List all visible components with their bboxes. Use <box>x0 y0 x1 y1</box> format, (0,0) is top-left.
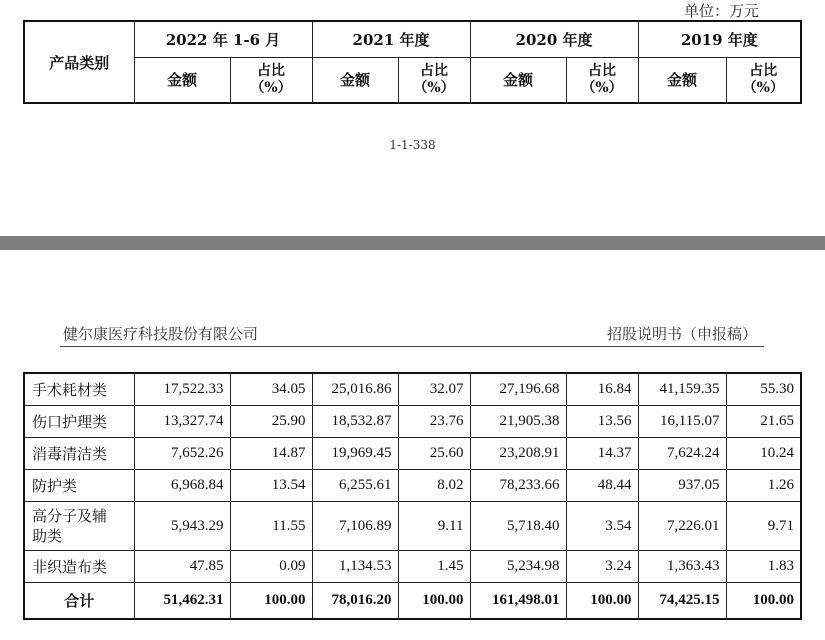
value-cell: 5,718.40 <box>470 502 566 551</box>
value-cell: 16,115.07 <box>638 406 726 438</box>
value-cell: 13.54 <box>230 470 312 502</box>
value-cell: 7,652.26 <box>134 438 230 470</box>
value-cell: 9.71 <box>726 502 801 551</box>
total-row <box>24 583 801 620</box>
company-name: 健尔康医疗科技股份有限公司 <box>63 325 259 343</box>
value-cell: 3.54 <box>566 502 638 551</box>
value-cell: 1.45 <box>398 551 470 583</box>
amount-header: 金额 <box>312 57 398 103</box>
value-cell: 6,255.61 <box>312 470 398 502</box>
period-header: 2022 年 1-6 月 <box>134 21 312 57</box>
category-cell: 防护类 <box>24 470 134 502</box>
table-row <box>24 373 801 406</box>
total-value-cell: 100.00 <box>398 583 470 620</box>
value-cell: 25.90 <box>230 406 312 438</box>
amount-header: 金额 <box>470 57 566 103</box>
value-cell: 25.60 <box>398 438 470 470</box>
table-row <box>24 470 801 502</box>
value-cell: 18,532.87 <box>312 406 398 438</box>
value-cell: 1,134.53 <box>312 551 398 583</box>
total-value-cell: 51,462.31 <box>134 583 230 620</box>
share-header: 占比 （%） <box>398 57 470 103</box>
value-cell: 5,943.29 <box>134 502 230 551</box>
total-value-cell: 74,425.15 <box>638 583 726 620</box>
share-header: 占比 （%） <box>566 57 638 103</box>
value-cell: 41,159.35 <box>638 373 726 406</box>
total-value-cell: 161,498.01 <box>470 583 566 620</box>
value-cell: 7,624.24 <box>638 438 726 470</box>
value-cell: 27,196.68 <box>470 373 566 406</box>
share-header: 占比 （%） <box>726 57 801 103</box>
value-cell: 1.83 <box>726 551 801 583</box>
category-cell: 消毒清洁类 <box>24 438 134 470</box>
total-value-cell: 100.00 <box>230 583 312 620</box>
total-label: 合计 <box>24 583 134 620</box>
product-category-header: 产品类别 <box>24 21 134 103</box>
total-value-cell: 100.00 <box>566 583 638 620</box>
value-cell: 5,234.98 <box>470 551 566 583</box>
total-value-cell: 100.00 <box>726 583 801 620</box>
page-number: 1-1-338 <box>389 138 436 152</box>
category-cell: 高分子及辅 助类 <box>24 502 134 551</box>
value-cell: 16.84 <box>566 373 638 406</box>
revenue-table <box>23 372 802 620</box>
value-cell: 13,327.74 <box>134 406 230 438</box>
value-cell: 7,106.89 <box>312 502 398 551</box>
value-cell: 21.65 <box>726 406 801 438</box>
period-header: 2019 年度 <box>638 21 801 57</box>
value-cell: 55.30 <box>726 373 801 406</box>
value-cell: 25,016.86 <box>312 373 398 406</box>
header-rule <box>60 346 764 347</box>
category-cell: 手术耗材类 <box>24 373 134 406</box>
value-cell: 3.24 <box>566 551 638 583</box>
unit-label: 单位：万元 <box>683 2 759 20</box>
value-cell: 34.05 <box>230 373 312 406</box>
value-cell: 1.26 <box>726 470 801 502</box>
value-cell: 48.44 <box>566 470 638 502</box>
value-cell: 8.02 <box>398 470 470 502</box>
table-row <box>24 438 801 470</box>
value-cell: 14.87 <box>230 438 312 470</box>
amount-header: 金额 <box>638 57 726 103</box>
value-cell: 17,522.33 <box>134 373 230 406</box>
value-cell: 78,233.66 <box>470 470 566 502</box>
value-cell: 7,226.01 <box>638 502 726 551</box>
period-header: 2020 年度 <box>470 21 638 57</box>
value-cell: 13.56 <box>566 406 638 438</box>
amount-header: 金额 <box>134 57 230 103</box>
value-cell: 9.11 <box>398 502 470 551</box>
table-header-block <box>23 20 802 104</box>
period-header: 2021 年度 <box>312 21 470 57</box>
category-cell: 伤口护理类 <box>24 406 134 438</box>
value-cell: 14.37 <box>566 438 638 470</box>
value-cell: 32.07 <box>398 373 470 406</box>
category-cell: 非织造布类 <box>24 551 134 583</box>
document-type: 招股说明书（申报稿） <box>606 325 757 343</box>
share-header: 占比 （%） <box>230 57 312 103</box>
value-cell: 21,905.38 <box>470 406 566 438</box>
table-row <box>24 551 801 583</box>
value-cell: 6,968.84 <box>134 470 230 502</box>
total-value-cell: 78,016.20 <box>312 583 398 620</box>
value-cell: 19,969.45 <box>312 438 398 470</box>
value-cell: 23.76 <box>398 406 470 438</box>
value-cell: 47.85 <box>134 551 230 583</box>
value-cell: 1,363.43 <box>638 551 726 583</box>
value-cell: 11.55 <box>230 502 312 551</box>
value-cell: 0.09 <box>230 551 312 583</box>
table-row <box>24 502 801 551</box>
table-row <box>24 406 801 438</box>
value-cell: 23,208.91 <box>470 438 566 470</box>
value-cell: 10.24 <box>726 438 801 470</box>
value-cell: 937.05 <box>638 470 726 502</box>
page-break-divider <box>0 236 825 250</box>
